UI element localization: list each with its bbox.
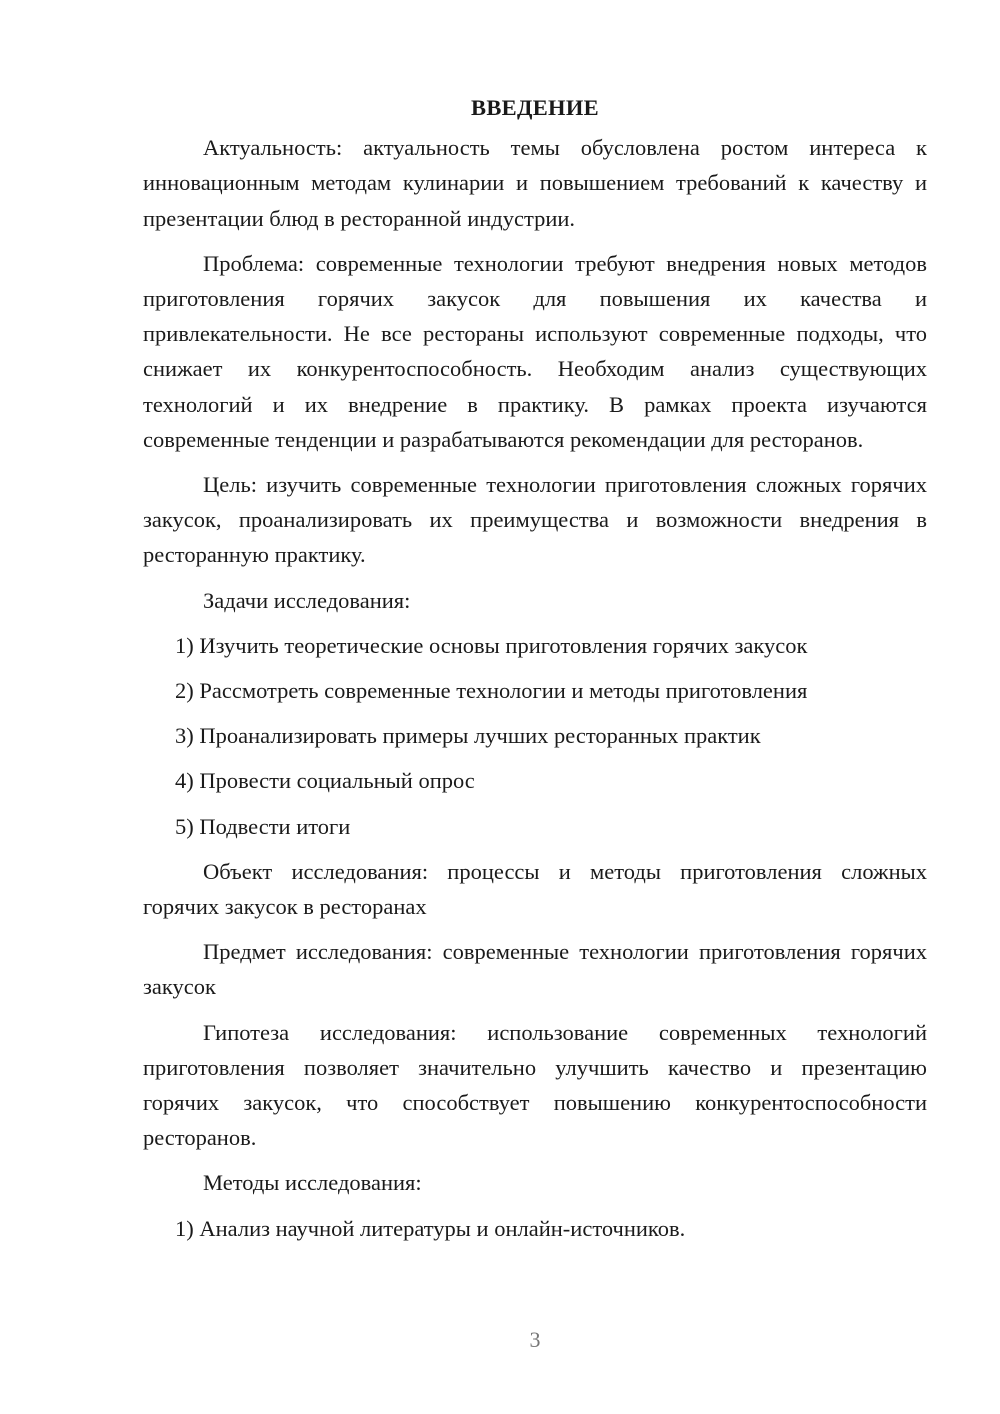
document-title: ВВЕДЕНИЕ: [471, 95, 599, 120]
paragraph-goal: Цель: изучить современные технологии приготовления сложных горячих закусок, проанализировать их преимущества и возможности внедрения в ресторанную практику.: [143, 472, 927, 568]
list-item: 2) Рассмотреть современные технологии и методы приготовления: [175, 678, 808, 704]
page-number: 3: [529, 1327, 541, 1352]
tasks-heading: Задачи исследования:: [203, 587, 411, 613]
list-item: 3) Проанализировать примеры лучших ресторанных практик: [175, 723, 761, 749]
methods-list: [143, 1211, 927, 1246]
paragraph-subject: Предмет исследования: современные технологии приготовления горячих закусок: [143, 939, 927, 1000]
list-item: 1) Анализ научной литературы и онлайн-источников.: [175, 1215, 686, 1241]
paragraph-hypothesis: Гипотеза исследования: использование современных технологий приготовления позволяет значительно улучшить качество и презентацию горячих закусок, что способствует повышению конкурентоспособности ресторанов.: [143, 1019, 927, 1151]
list-item: 4) Провести социальный опрос: [175, 768, 475, 794]
paragraph-object: Объект исследования: процессы и методы приготовления сложных горячих закусок в ресторанах: [143, 858, 927, 920]
list-item: 5) Подвести итоги: [175, 813, 351, 839]
methods-heading: Методы исследования:: [203, 1170, 422, 1196]
list-item: 1) Изучить теоретические основы приготовления горячих закусок: [175, 632, 808, 658]
document-page: [143, 90, 927, 1256]
tasks-list: [143, 628, 927, 844]
paragraph-relevance: Актуальность: актуальность темы обусловлена ростом интереса к инновационным методам кулинарии и повышением требований к качеству и презентации блюд в ресторанной индустрии.: [143, 135, 927, 231]
paragraph-problem: Проблема: современные технологии требуют внедрения новых методов приготовления горячих закусок для повышения их качества и привлекательности. Не все рестораны используют современные подходы, что снижает их конкурентоспособность. Необходим анализ существующих технологий и их внедрение в практику. В рамках проекта изучаются современные тенденции и разрабатываются рекомендации для ресторанов.: [143, 250, 927, 452]
